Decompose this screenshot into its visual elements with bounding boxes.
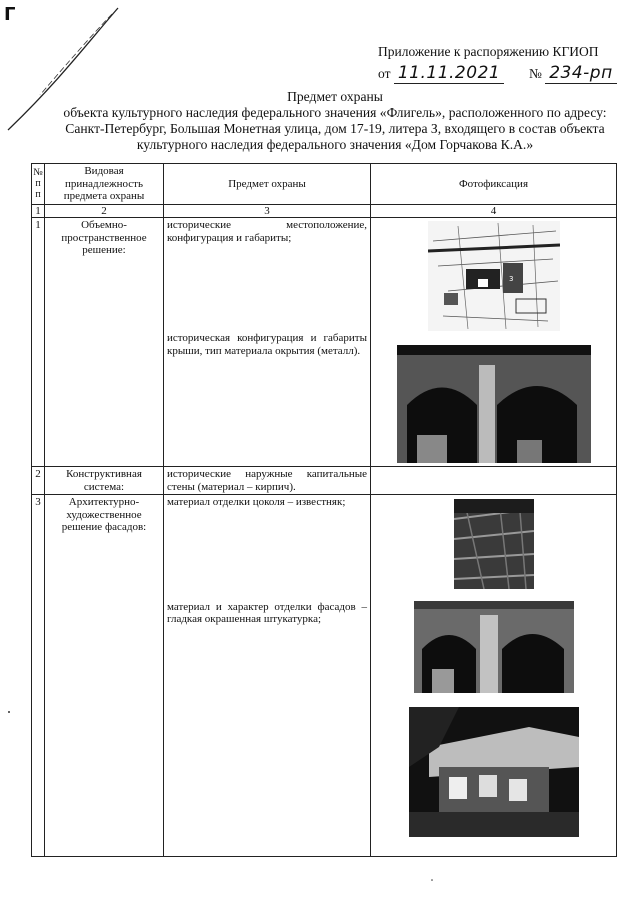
col-num: 1 bbox=[32, 204, 45, 218]
col-num: 4 bbox=[371, 204, 617, 218]
title-line: Предмет охраны bbox=[287, 89, 383, 104]
col-num: 2 bbox=[45, 204, 164, 218]
map-label: 1 bbox=[481, 279, 486, 287]
appendix-note: Приложение к распоряжению КГИОП bbox=[378, 44, 599, 59]
title-line: Санкт-Петербург, Большая Монетная улица, дом 17-19, литера З, входящего в состав объекта bbox=[65, 121, 605, 136]
order-date: 11.11.2021 bbox=[394, 63, 504, 84]
row-category: Объемно-пространственное решение: bbox=[45, 218, 164, 467]
row-number: 1 bbox=[32, 218, 45, 467]
row-number: 2 bbox=[32, 467, 45, 495]
number-prefix: № bbox=[528, 66, 542, 81]
row-category: Конструктивная система: bbox=[45, 467, 164, 495]
title-line: объекта культурного наследия федерального значения «Флигель», расположенного по адресу: bbox=[63, 105, 607, 120]
corner-mark: Г bbox=[4, 4, 16, 25]
col-num: 3 bbox=[164, 204, 371, 218]
header-number: № п п bbox=[32, 164, 45, 205]
date-prefix: от bbox=[378, 66, 391, 81]
header-category: Видовая принадлежность предмета охраны bbox=[45, 164, 164, 205]
header-photo: Фотофиксация bbox=[371, 164, 617, 205]
subject-item: историческая конфигурация и габариты крыши, тип материала окрытия (металл). bbox=[167, 332, 367, 357]
subject-item: исторические наружные капитальные стены (материал – кирпич). bbox=[167, 468, 367, 493]
title-line: культурного наследия федерального значения «Дом Горчакова К.А.» bbox=[136, 137, 534, 152]
subject-item: материал и характер отделки фасадов – гладкая окрашенная штукатурка; bbox=[167, 600, 367, 625]
map-label: 3 bbox=[508, 275, 513, 283]
row-category: Архитектурно-художественное решение фасадов: bbox=[45, 495, 164, 857]
subject-item: исторические местоположение, конфигурация и габариты; bbox=[167, 219, 367, 244]
order-number: 234-рп bbox=[545, 63, 617, 84]
header-subject: Предмет охраны bbox=[164, 164, 371, 205]
subject-item: материал отделки цоколя – известняк; bbox=[167, 496, 346, 508]
row-number: 3 bbox=[32, 495, 45, 857]
